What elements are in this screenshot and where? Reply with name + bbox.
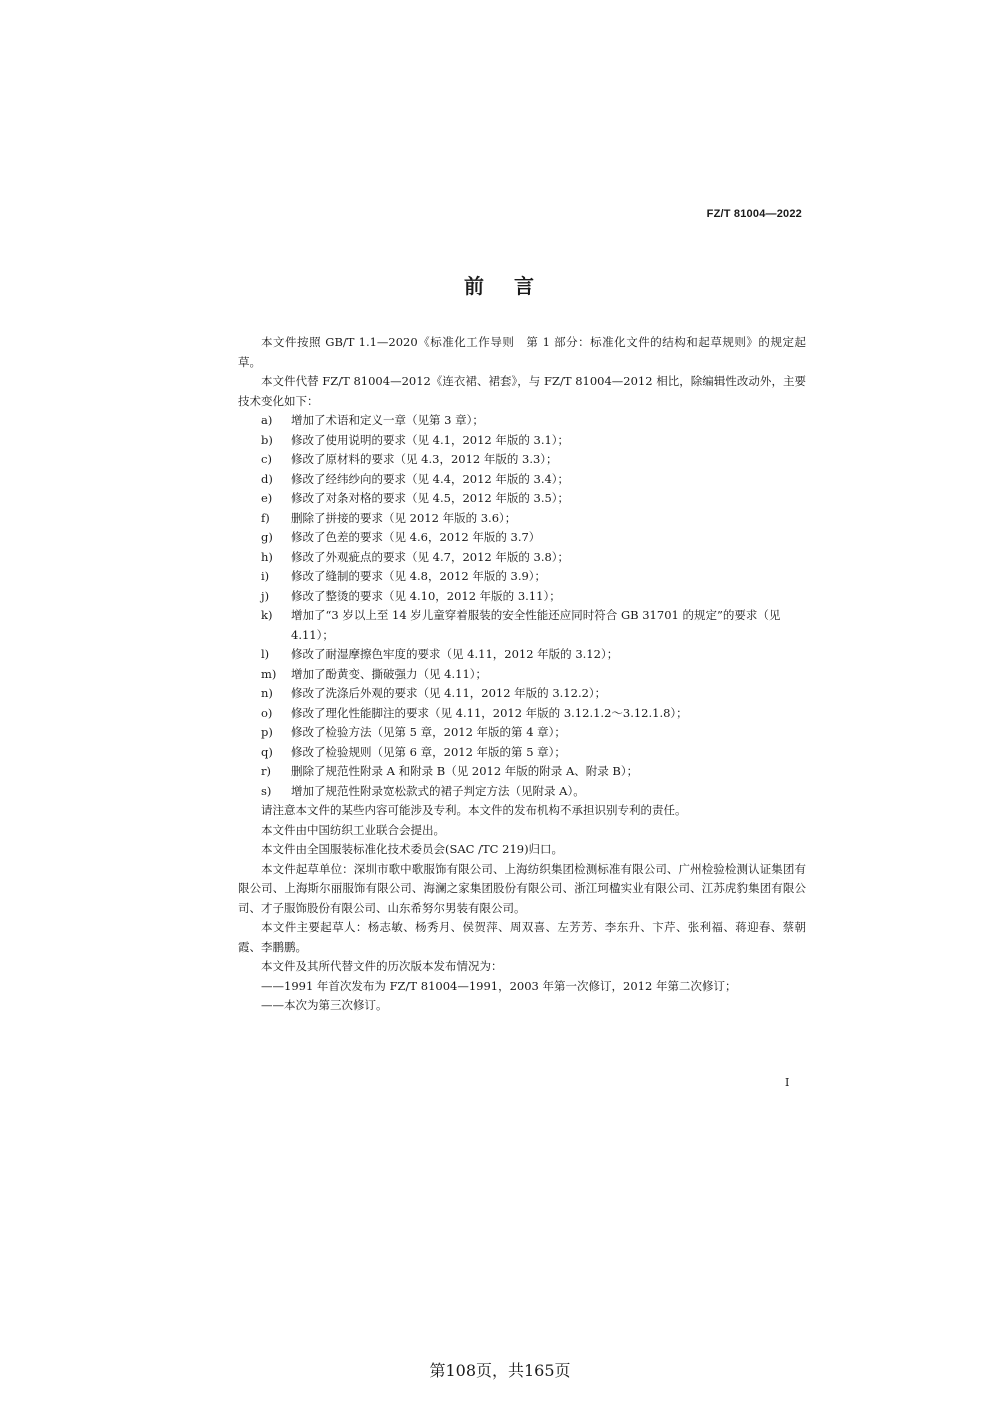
list-item xyxy=(238,645,806,665)
paragraph: 本文件起草单位：深圳市歌中歌服饰有限公司、上海纺织集团检测标准有限公司、广州检验检测认证集团有限公司、上海斯尔丽服饰有限公司、海澜之家集团股份有限公司、浙江珂楹实业有限公司、江苏虎豹集团有限公司、才子服饰股份有限公司、山东希努尔男装有限公司。 xyxy=(238,861,806,915)
list-item-label: g) xyxy=(261,530,273,544)
list-item-label: a) xyxy=(261,413,273,427)
title-char-2: 言 xyxy=(514,274,536,298)
page-title xyxy=(0,270,1000,299)
list-item-label: b) xyxy=(261,432,273,447)
list-item-text: 修改了缝制的要求（见 4.8，2012 年版的 3.9）； xyxy=(291,569,547,583)
list-item-label: q) xyxy=(261,744,273,759)
list-item-label: e) xyxy=(261,491,273,505)
list-item-text: 修改了耐湿摩擦色牢度的要求（见 4.11，2012 年版的 3.12）； xyxy=(291,647,619,661)
list-item-label: s) xyxy=(261,783,272,798)
list-item-text: 修改了经纬纱向的要求（见 4.4，2012 年版的 3.4）； xyxy=(291,471,570,486)
list-item xyxy=(238,723,806,743)
history-item: ——1991 年首次发布为 FZ/T 81004—1991，2003 年第一次修订，2012 年第二次修订； xyxy=(261,978,737,993)
list-item-label: o) xyxy=(261,705,273,720)
list-item-text: 修改了色差的要求（见 4.6，2012 年版的 3.7） xyxy=(291,530,541,544)
list-item-text: 修改了理化性能脚注的要求（见 4.11，2012 年版的 3.12.1.2～3.12.1.8）； xyxy=(291,705,688,720)
list-item xyxy=(238,528,806,548)
list-item xyxy=(238,606,806,645)
list-item xyxy=(238,548,806,568)
list-item-text: 增加了术语和定义一章（见第 3 章）； xyxy=(291,413,484,427)
list-item-text: 修改了原材料的要求（见 4.3，2012 年版的 3.3）； xyxy=(291,452,558,466)
list-item xyxy=(238,743,806,763)
title-char-1: 前 xyxy=(464,274,486,298)
foreword-body xyxy=(238,333,806,1016)
paragraph: 本文件及其所代替文件的历次版本发布情况为： xyxy=(261,959,503,973)
list-item xyxy=(238,509,806,529)
list-item xyxy=(238,684,806,704)
list-item-label: h) xyxy=(261,549,273,564)
list-item-label: p) xyxy=(261,725,273,739)
list-item-text: 修改了检验规则（见第 6 章，2012 年版的第 5 章）； xyxy=(291,744,566,759)
list-item-text: 增加了酚黄变、撕破强力（见 4.11）； xyxy=(291,666,488,681)
list-item xyxy=(238,431,806,451)
list-item-text: 增加了“3 岁以上至 14 岁儿童穿着服装的安全性能还应同时符合 GB 31701 的规定”的要求（见 4.11）； xyxy=(291,608,781,642)
list-item xyxy=(238,489,806,509)
list-item xyxy=(238,704,806,724)
list-item xyxy=(238,470,806,490)
list-item xyxy=(238,665,806,685)
page-footer: 第108页，共165页 xyxy=(429,1361,571,1380)
list-item-text: 删除了拼接的要求（见 2012 年版的 3.6）； xyxy=(291,510,517,525)
list-item-text: 删除了规范性附录 A 和附录 B（见 2012 年版的附录 A、附录 B）； xyxy=(291,764,639,778)
list-item xyxy=(238,762,806,782)
paragraph: 本文件主要起草人：杨志敏、杨秀月、侯贺萍、周双喜、左芳芳、李东升、卞芹、张利福、蒋迎春、蔡朝霞、李鹏鹏。 xyxy=(238,920,806,954)
list-item-label: k) xyxy=(261,608,273,622)
list-item-text: 修改了整烫的要求（见 4.10，2012 年版的 3.11）； xyxy=(291,588,561,603)
list-item-text: 修改了外观疵点的要求（见 4.7，2012 年版的 3.8）； xyxy=(291,549,570,564)
changes-list xyxy=(238,411,806,801)
list-item-text: 修改了使用说明的要求（见 4.1，2012 年版的 3.1）； xyxy=(291,432,570,447)
list-item-label: r) xyxy=(261,764,271,778)
list-item xyxy=(238,587,806,607)
list-item-text: 修改了洗涤后外观的要求（见 4.11，2012 年版的 3.12.2）； xyxy=(291,686,607,700)
list-item-text: 修改了检验方法（见第 5 章，2012 年版的第 4 章）； xyxy=(291,725,566,739)
list-item xyxy=(238,782,806,802)
list-item-label: l) xyxy=(261,647,270,661)
paragraph: 请注意本文件的某些内容可能涉及专利。本文件的发布机构不承担识别专利的责任。 xyxy=(261,803,687,817)
list-item-label: f) xyxy=(261,510,270,525)
list-item-text: 修改了对条对格的要求（见 4.5，2012 年版的 3.5）； xyxy=(291,491,570,505)
paragraph: 本文件由中国纺织工业联合会提出。 xyxy=(261,822,445,837)
list-item-text: 增加了规范性附录宽松款式的裙子判定方法（见附录 A）。 xyxy=(291,783,585,798)
list-item-label: n) xyxy=(261,686,273,700)
list-item xyxy=(238,450,806,470)
paragraph: 本文件按照 GB/T 1.1—2020《标准化工作导则 第 1 部分：标准化文件的结构和起草规则》的规定起草。 xyxy=(238,335,806,369)
list-item xyxy=(238,567,806,587)
list-item-label: c) xyxy=(261,452,272,466)
paragraph: 本文件代替 FZ/T 81004—2012《连衣裙、裙套》，与 FZ/T 81004—2012 相比，除编辑性改动外，主要技术变化如下： xyxy=(238,374,806,408)
list-item-label: m) xyxy=(261,666,277,681)
list-item xyxy=(238,411,806,431)
history-item: ——本次为第三次修订。 xyxy=(261,998,388,1012)
standard-code: FZ/T 81004—2022 xyxy=(706,208,802,220)
list-item-label: i) xyxy=(261,569,270,583)
list-item-label: d) xyxy=(261,471,273,486)
list-item-label: j) xyxy=(261,588,270,603)
paragraph: 本文件由全国服装标准化技术委员会(SAC /TC 219)归口。 xyxy=(261,842,564,856)
page-number-roman: I xyxy=(785,1076,790,1089)
